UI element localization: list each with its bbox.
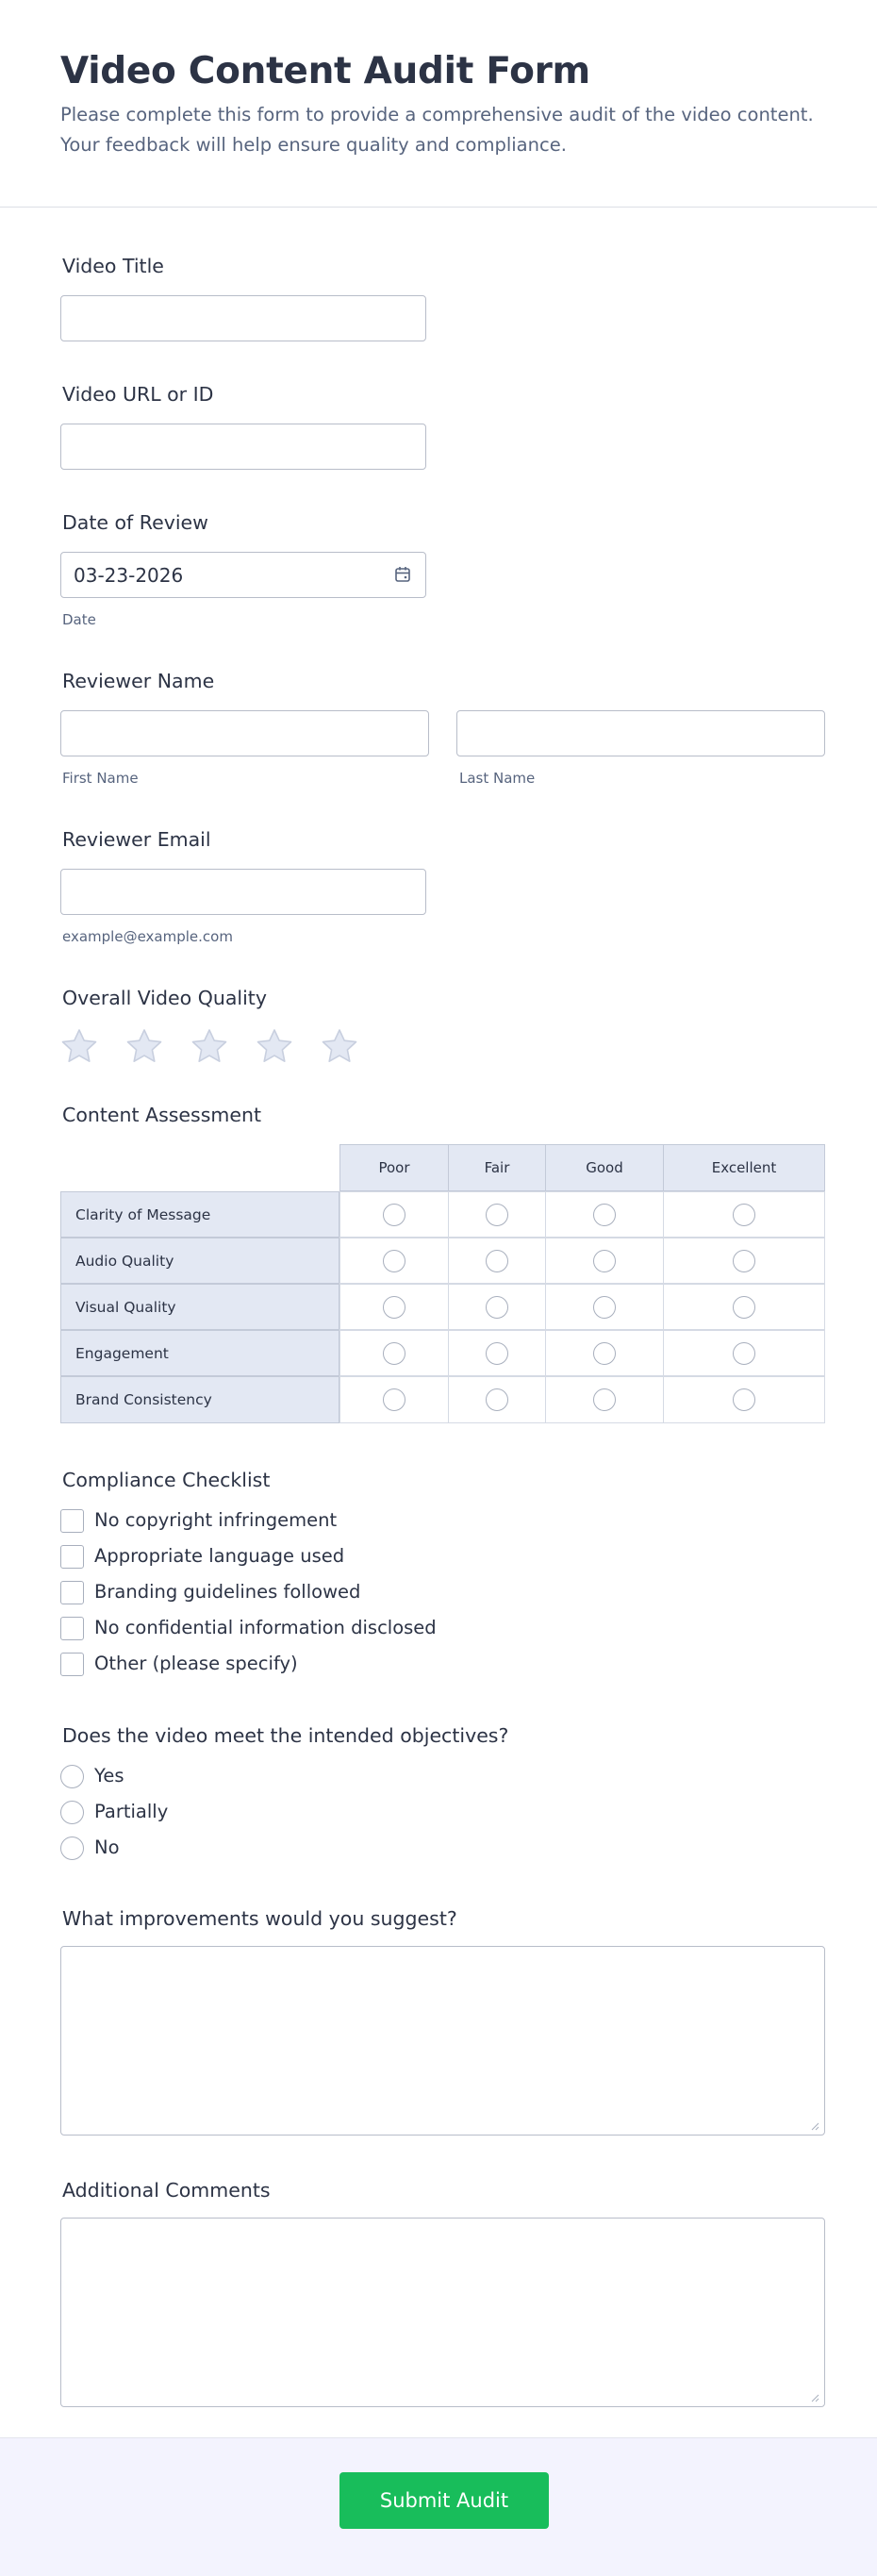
- matrix-radio[interactable]: [486, 1250, 508, 1272]
- matrix-column-header: Poor: [339, 1144, 449, 1191]
- improvements-textarea[interactable]: [60, 1946, 825, 2136]
- compliance-option[interactable]: [60, 1544, 344, 1569]
- matrix-radio[interactable]: [486, 1342, 508, 1365]
- video-title-label: Video Title: [62, 255, 164, 277]
- video-url-input[interactable]: [60, 424, 426, 470]
- option-label: No confidential information disclosed: [94, 1617, 437, 1638]
- improvements-label: What improvements would you suggest?: [62, 1907, 457, 1930]
- last-name-sublabel: Last Name: [459, 770, 536, 787]
- radio-button[interactable]: [60, 1765, 84, 1788]
- reviewer-email-label: Reviewer Email: [62, 828, 211, 851]
- option-label: Yes: [94, 1765, 124, 1787]
- objectives-option[interactable]: [60, 1800, 168, 1824]
- matrix-radio[interactable]: [486, 1296, 508, 1319]
- matrix-cell: [545, 1284, 664, 1330]
- content-assessment-label: Content Assessment: [62, 1104, 262, 1126]
- compliance-option[interactable]: [60, 1508, 337, 1533]
- matrix-radio[interactable]: [593, 1296, 616, 1319]
- date-of-review-label: Date of Review: [62, 511, 208, 534]
- email-input[interactable]: [60, 869, 426, 915]
- matrix-radio[interactable]: [733, 1204, 755, 1226]
- matrix-row-label: Brand Consistency: [60, 1376, 339, 1423]
- matrix-cell: [448, 1238, 546, 1284]
- star-icon[interactable]: [321, 1027, 358, 1065]
- matrix-radio[interactable]: [733, 1250, 755, 1272]
- form-title: Video Content Audit Form: [60, 50, 590, 92]
- date-input[interactable]: [60, 552, 426, 598]
- matrix-row-label: Visual Quality: [60, 1284, 339, 1330]
- matrix-cell: [545, 1330, 664, 1376]
- calendar-icon[interactable]: [394, 566, 411, 583]
- radio-button[interactable]: [60, 1836, 84, 1860]
- checkbox[interactable]: [60, 1581, 84, 1604]
- matrix-cell: [448, 1191, 546, 1238]
- matrix-cell: [448, 1330, 546, 1376]
- matrix-radio[interactable]: [733, 1296, 755, 1319]
- matrix-radio[interactable]: [383, 1296, 405, 1319]
- matrix-row-label: Audio Quality: [60, 1238, 339, 1284]
- matrix-radio[interactable]: [383, 1388, 405, 1411]
- option-label: Other (please specify): [94, 1653, 298, 1674]
- form-header: [0, 0, 877, 208]
- matrix-radio[interactable]: [733, 1388, 755, 1411]
- matrix-radio[interactable]: [383, 1250, 405, 1272]
- submit-button[interactable]: Submit Audit: [339, 2472, 549, 2529]
- assessment-matrix: [60, 1144, 825, 1426]
- option-label: Partially: [94, 1801, 169, 1822]
- overall-quality-label: Overall Video Quality: [62, 987, 267, 1009]
- matrix-cell: [339, 1191, 449, 1238]
- matrix-column-header: Excellent: [663, 1144, 825, 1191]
- matrix-radio[interactable]: [593, 1204, 616, 1226]
- matrix-radio[interactable]: [593, 1388, 616, 1411]
- option-label: Appropriate language used: [94, 1545, 345, 1567]
- matrix-radio[interactable]: [486, 1204, 508, 1226]
- matrix-radio[interactable]: [383, 1204, 405, 1226]
- star-icon[interactable]: [60, 1027, 98, 1065]
- checkbox[interactable]: [60, 1617, 84, 1640]
- option-label: No: [94, 1836, 120, 1858]
- comments-label: Additional Comments: [62, 2179, 271, 2202]
- radio-button[interactable]: [60, 1801, 84, 1824]
- checkbox[interactable]: [60, 1653, 84, 1676]
- star-rating: [60, 1027, 386, 1065]
- matrix-cell: [663, 1284, 825, 1330]
- matrix-cell: [339, 1376, 449, 1423]
- matrix-radio[interactable]: [486, 1388, 508, 1411]
- matrix-cell: [545, 1238, 664, 1284]
- star-icon[interactable]: [190, 1027, 228, 1065]
- matrix-radio[interactable]: [593, 1342, 616, 1365]
- star-icon[interactable]: [125, 1027, 163, 1065]
- matrix-cell: [663, 1376, 825, 1423]
- matrix-cell: [339, 1284, 449, 1330]
- resize-grip-icon[interactable]: [811, 2394, 819, 2402]
- objectives-option[interactable]: [60, 1836, 120, 1860]
- compliance-label: Compliance Checklist: [62, 1469, 271, 1491]
- matrix-cell: [448, 1284, 546, 1330]
- option-label: Branding guidelines followed: [94, 1581, 361, 1603]
- compliance-option[interactable]: [60, 1580, 360, 1604]
- form-description: Please complete this form to provide a comprehensive audit of the video content. Your feedback will help ensure quality and compliance.: [60, 104, 814, 156]
- compliance-option[interactable]: [60, 1652, 298, 1676]
- objectives-label: Does the video meet the intended objectives?: [62, 1724, 509, 1747]
- matrix-row-label: Clarity of Message: [60, 1191, 339, 1238]
- matrix-cell: [339, 1238, 449, 1284]
- matrix-row-label: Engagement: [60, 1330, 339, 1376]
- checkbox[interactable]: [60, 1509, 84, 1533]
- resize-grip-icon[interactable]: [811, 2122, 819, 2131]
- comments-textarea[interactable]: [60, 2218, 825, 2407]
- matrix-cell: [448, 1376, 546, 1423]
- matrix-cell: [545, 1191, 664, 1238]
- matrix-column-header: Good: [545, 1144, 664, 1191]
- matrix-radio[interactable]: [593, 1250, 616, 1272]
- first-name-input[interactable]: [60, 710, 429, 756]
- matrix-radio[interactable]: [733, 1342, 755, 1365]
- matrix-cell: [663, 1191, 825, 1238]
- matrix-cell: [545, 1376, 664, 1423]
- last-name-input[interactable]: [456, 710, 825, 756]
- matrix-cell: [663, 1238, 825, 1284]
- matrix-radio[interactable]: [383, 1342, 405, 1365]
- star-icon[interactable]: [256, 1027, 293, 1065]
- compliance-option[interactable]: [60, 1616, 437, 1640]
- checkbox[interactable]: [60, 1545, 84, 1569]
- objectives-option[interactable]: [60, 1764, 124, 1788]
- option-label: No copyright infringement: [94, 1509, 338, 1531]
- date-sublabel: Date: [62, 611, 96, 628]
- video-title-input[interactable]: [60, 295, 426, 341]
- matrix-cell: [663, 1330, 825, 1376]
- email-sublabel: example@example.com: [62, 928, 233, 945]
- first-name-sublabel: First Name: [62, 770, 139, 787]
- video-url-label: Video URL or ID: [62, 383, 214, 406]
- matrix-column-header: Fair: [448, 1144, 546, 1191]
- matrix-cell: [339, 1330, 449, 1376]
- reviewer-name-label: Reviewer Name: [62, 670, 215, 692]
